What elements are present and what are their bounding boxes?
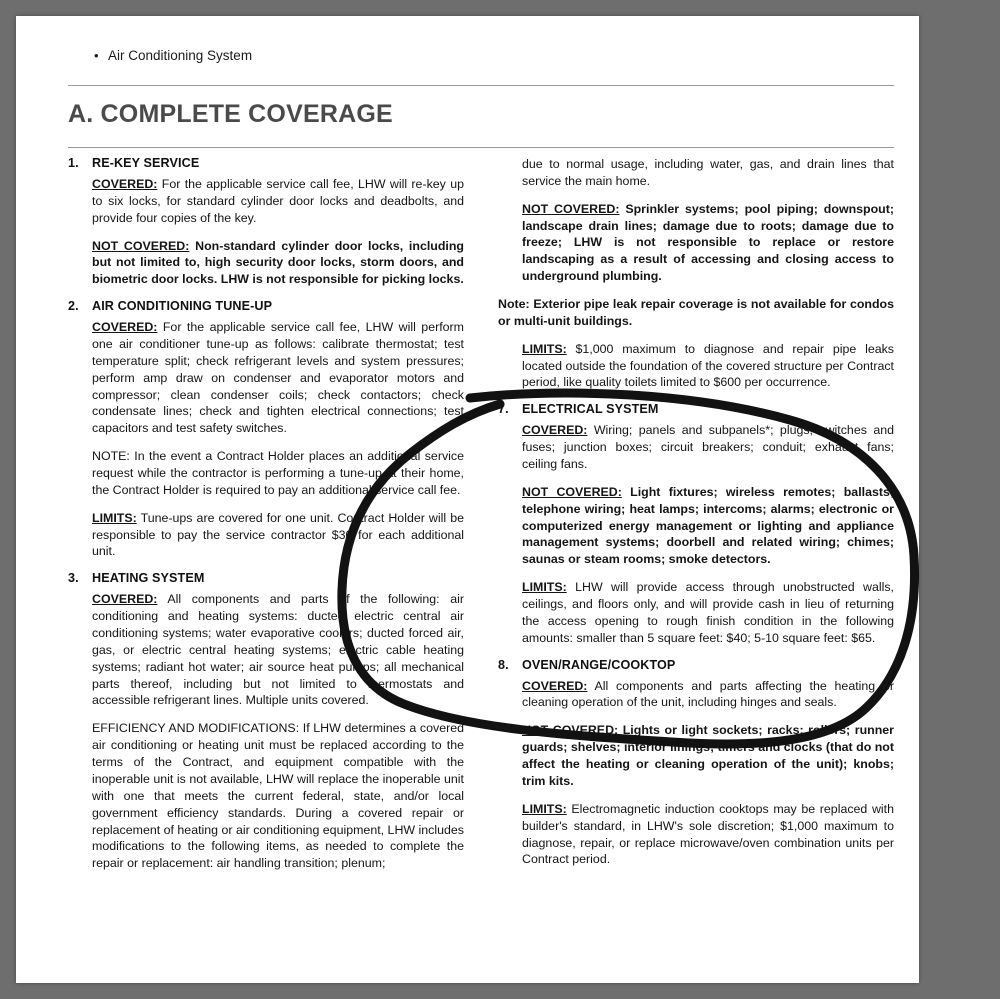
- paragraph-text: All components and parts of the following: air conditioning and heating systems: ducted electric central air conditioning systems; water evaporative coolers; ducted forced air, gas, or electric central heating systems; electric cable heating systems; radiant hot water; air source heat pumps; all mechanical parts thereof, including but not limited to thermostats and accessible refrigerant lines. Multiple units covered.: [92, 592, 464, 708]
- coverage-item: [68, 156, 464, 288]
- two-column-body: [68, 156, 894, 983]
- coverage-item-number: 7.: [498, 402, 509, 417]
- coverage-item: [498, 658, 894, 869]
- left-column: [68, 156, 464, 983]
- paragraph-label: LIMITS:: [522, 341, 567, 356]
- coverage-item-heading: [68, 299, 464, 313]
- paragraph-text: Note: Exterior pipe leak repair coverage is not available for condos or multi-unit buildings.: [498, 297, 894, 328]
- paragraph: [522, 579, 894, 646]
- paragraph: [522, 678, 894, 712]
- coverage-item-body: [92, 176, 464, 288]
- paragraph-text: $1,000 maximum to diagnose and repair pipe leaks located outside the foundation of the covered structure per Contract period, like quality toilets limited to $600 per occurrence.: [522, 341, 894, 390]
- page-title: A. COMPLETE COVERAGE: [68, 100, 393, 128]
- coverage-item: [68, 571, 464, 872]
- paragraph: [92, 720, 464, 872]
- coverage-item-number: 3.: [68, 571, 79, 586]
- paragraph: [522, 201, 894, 285]
- paragraph: [92, 319, 464, 437]
- coverage-item-title: HEATING SYSTEM: [92, 571, 205, 586]
- divider-under-title: [68, 147, 894, 148]
- paragraph: [92, 510, 464, 561]
- paragraph-text: Electromagnetic induction cooktops may be replaced with builder's standard, in LHW's sole discretion; $1,000 maximum to diagnose, repair, or replace microwave/oven combination units per Contract period.: [522, 801, 894, 867]
- coverage-item-title: AIR CONDITIONING TUNE-UP: [92, 299, 273, 314]
- coverage-item-title: RE-KEY SERVICE: [92, 156, 200, 170]
- right-column: [498, 156, 894, 983]
- paragraph: [522, 801, 894, 868]
- paragraph-label: COVERED:: [92, 177, 158, 191]
- paragraph-text: Sprinkler systems; pool piping; downspout; landscape drain lines; damage due to roots; damage due to freeze; LHW is not responsible to replace or restore landscaping as a result of accessing and closing access to underground plumbing.: [522, 201, 894, 284]
- coverage-item-heading: [498, 658, 894, 672]
- paragraph-text: Tune-ups are covered for one unit. Contract Holder will be responsible to pay the service contractor $30 for each additional unit.: [92, 510, 464, 559]
- paragraph-label: LIMITS:: [522, 801, 567, 816]
- paragraph-label: LIMITS:: [92, 510, 137, 525]
- paragraph: [522, 484, 894, 568]
- divider-top: [68, 85, 894, 86]
- coverage-item-heading: [498, 402, 894, 416]
- page-content: [68, 16, 894, 983]
- coverage-item: [68, 299, 464, 560]
- paragraph-label: LIMITS:: [522, 580, 567, 595]
- paragraph: [522, 156, 894, 190]
- document-page: [16, 16, 919, 983]
- coverage-item: [498, 402, 894, 646]
- paragraph-label: NOT COVERED:: [522, 484, 622, 499]
- paragraph-text: due to normal usage, including water, gas, and drain lines that service the main home.: [522, 157, 894, 188]
- coverage-item-body: [522, 678, 894, 869]
- paragraph-text: All components and parts affecting the heating or cleaning operation of the unit, including hinges and seals.: [522, 678, 894, 710]
- coverage-item-heading: [68, 156, 464, 170]
- paragraph: [92, 448, 464, 499]
- paragraph-label: COVERED:: [92, 592, 158, 607]
- paragraph: [92, 591, 464, 709]
- coverage-item-body: [498, 156, 894, 391]
- paragraph-text: EFFICIENCY AND MODIFICATIONS: If LHW determines a covered air conditioning or heating unit must be replaced according to the terms of the Contract, and equipment compatible with the inoperable unit is not available, LHW will replace the inoperable unit with one that meets the current federal, state, and/or local government efficiency standards. During a covered repair or replacement of heating or air conditioning equipment, LHW includes modifications to the following items, as needed to complete the repair or replacement: air handling transition; plenum;: [92, 721, 464, 871]
- coverage-item-number: 8.: [498, 657, 509, 672]
- paragraph: [522, 722, 894, 789]
- coverage-item-body: [92, 591, 464, 872]
- paragraph-label: NOT COVERED:: [522, 201, 620, 216]
- paragraph-label: COVERED:: [522, 423, 588, 438]
- coverage-item-number: 1.: [68, 156, 79, 170]
- paragraph-text: For the applicable service call fee, LHW will perform one air conditioner tune-up as follows: calibrate thermostat; test temperature split; check refrigerant levels and system pressures; perform amp draw on condenser and evaporator motors and compressor; clean condenser coils; check contactors; check condensate lines; check and tighten electrical connections; test capacitors and test safety switches.: [92, 320, 464, 436]
- paragraph-text: Non-standard cylinder door locks, including but not limited to, high security door locks, storm doors, and biometric door locks. LHW is not responsible for picking locks.: [92, 238, 464, 287]
- paragraph-label: NOT COVERED:: [92, 238, 190, 253]
- paragraph-label: COVERED:: [522, 678, 588, 693]
- paragraph-text: For the applicable service call fee, LHW will re-key up to six locks, for standard cylinder door locks and deadbolts, and provide four copies of the key.: [92, 177, 464, 225]
- bullet-dot-icon: •: [94, 48, 99, 63]
- top-bullet-label: Air Conditioning System: [108, 48, 253, 63]
- coverage-item-title: OVEN/RANGE/COOKTOP: [522, 657, 676, 672]
- top-bullet-item: [94, 47, 253, 65]
- coverage-item-body: [522, 422, 894, 646]
- paragraph: [522, 422, 894, 473]
- paragraph-label: COVERED:: [92, 320, 158, 335]
- coverage-item-body: [92, 319, 464, 560]
- paragraph-text: NOTE: In the event a Contract Holder places an additional service request while the contractor is performing a tune-up at their home, the Contract Holder is required to pay an additional service call fee.: [92, 449, 464, 497]
- coverage-item: [498, 156, 894, 391]
- paragraph-text: Wiring; panels and subpanels*; plugs; switches and fuses; junction boxes; circuit breakers; conduit; exhaust fans; ceiling fans.: [522, 423, 894, 472]
- coverage-item-title: ELECTRICAL SYSTEM: [522, 402, 659, 417]
- paragraph-text: Light fixtures; wireless remotes; ballasts; telephone wiring; heat lamps; intercoms; alarms; electronic or computerized energy management or lighting and appliance management systems; doorbell and related wiring; chimes; saunas or steam rooms; smoke detectors.: [522, 484, 894, 567]
- coverage-item-heading: [68, 571, 464, 585]
- paragraph: [498, 296, 894, 330]
- paragraph: [92, 176, 464, 227]
- paragraph: [522, 341, 894, 392]
- paragraph: [92, 238, 464, 289]
- paragraph-label: NOT COVERED:: [522, 723, 619, 738]
- coverage-item-number: 2.: [68, 299, 79, 314]
- paragraph-text: LHW will provide access through unobstructed walls, ceilings, and floors only, and will provide cash in lieu of returning the access opening to rough finish condition in the following amounts: smaller than 5 square feet: $40; 5-10 square feet: $65.: [522, 580, 894, 645]
- paragraph-text: Lights or light sockets; racks; rollers; runner guards; shelves; interior linings; timers and clocks (that do not affect the heating or cleaning operation of the unit); knobs; trim kits.: [522, 723, 894, 788]
